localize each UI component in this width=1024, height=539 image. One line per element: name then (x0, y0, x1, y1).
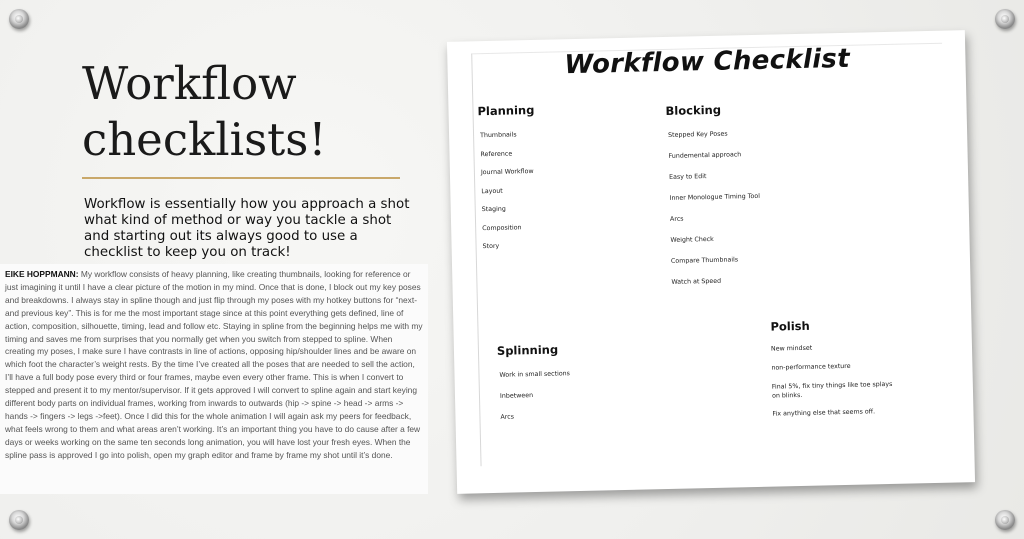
title-divider (82, 177, 400, 179)
list-item: Compare Thumbnails (670, 256, 739, 265)
polish-heading: Polish (770, 318, 810, 334)
list-item: Fundemental approach (668, 151, 742, 160)
list-item: Arcs (500, 413, 515, 421)
interview-speaker: EIKE HOPPMANN: (5, 269, 79, 279)
planning-heading: Planning (477, 102, 535, 119)
list-item: Inner Monologue Timing Tool (669, 192, 761, 202)
list-item: Staging (481, 205, 506, 214)
intro-line: checklist to keep you on track! (84, 245, 291, 260)
planning-list (480, 131, 536, 262)
list-item: Thumbnails (479, 131, 517, 140)
interview-excerpt (0, 264, 428, 494)
list-item: Composition (482, 223, 522, 232)
intro-line: Workflow is essentially how you approach a shot (84, 197, 410, 212)
list-item: Fix anything else that seems off. (772, 408, 876, 418)
list-item: Journal Workflow (480, 168, 534, 177)
list-item: Watch at Speed (671, 277, 722, 286)
splinning-heading: Splinning (496, 342, 559, 358)
list-item: Layout (481, 187, 503, 195)
splinning-list (499, 370, 571, 435)
blocking-list (668, 130, 762, 300)
pin-bottom-right-icon (995, 510, 1015, 530)
list-item: non-performance texture (771, 362, 851, 372)
polish-list (771, 343, 903, 429)
slide-title-line2: checklists! (82, 113, 327, 166)
checklist-frame (471, 43, 951, 467)
list-item: Easy to Edit (668, 173, 707, 181)
checklist-title: Workflow Checklist (564, 43, 851, 81)
list-item: Weight Check (670, 235, 714, 244)
intro-line: what kind of method or way you tackle a shot (84, 213, 392, 228)
pin-top-left-icon (9, 9, 29, 29)
list-item: Final 5%, fix tiny things like toe splays on blinks. (771, 380, 893, 400)
intro-line: and starting out its always good to use a (84, 229, 358, 244)
list-item: New mindset (770, 344, 813, 353)
interview-text: My workflow consists of heavy planning, like creating thumbnails, looking for reference or just imagining it until I have a clear picture of the motion in my mind. Once that is done, I block out my key poses and breakdowns. I always stay in spline though and just flip through my poses with my hotkey buttons for “next- and previous key”. This is for me the most important stage since at this point everything gets defined, line of action, composition, silhouette, timing, lead and follow etc. Staying in spline from the beginning helps me with my timing and saves me from surprises that you normally get when you switch from stepped to spline. When creating my poses, I make sure I have contrasts in line of actions, opposing hip/shoulder lines and be aware on which foot the character’s weight rests. By the time I’ve created all the poses that are needed to sell the action, I’ll have a full body pose every third or four frames, maybe even every other frame. This is when I convert to stepped and present it to my mentor/supervisor. If it gets approved I will convert to spline again and start keying different body parts on individual frames, working from inwards to outwards (hip -> spine -> head -> arms -> hands -> fingers -> legs ->feet). Once I did this for the whole animation I will again ask my peers for feedback, what feels wrong to them and what areas aren’t working. It’s an important thing you have to do cause after a few days or weeks working on the same ten seconds long animation, you will have lost your fresh eyes. When the spline pass is approved I go into polish, open my graph editor and frame by frame my shot until it’s done. (5, 269, 423, 460)
slide-title-line1: Workflow (82, 57, 297, 110)
list-item: Inbetween (499, 392, 534, 400)
intro-text (84, 197, 414, 261)
list-item: Arcs (669, 215, 684, 223)
list-item: Reference (480, 149, 513, 158)
blocking-heading: Blocking (665, 102, 722, 118)
list-item: Stepped Key Poses (668, 130, 728, 139)
slide-title (82, 56, 402, 168)
pin-bottom-left-icon (9, 510, 29, 530)
checklist-sheet (447, 30, 975, 494)
list-item: Work in small sections (499, 370, 570, 379)
list-item: Story (482, 242, 500, 251)
pin-top-right-icon (995, 9, 1015, 29)
